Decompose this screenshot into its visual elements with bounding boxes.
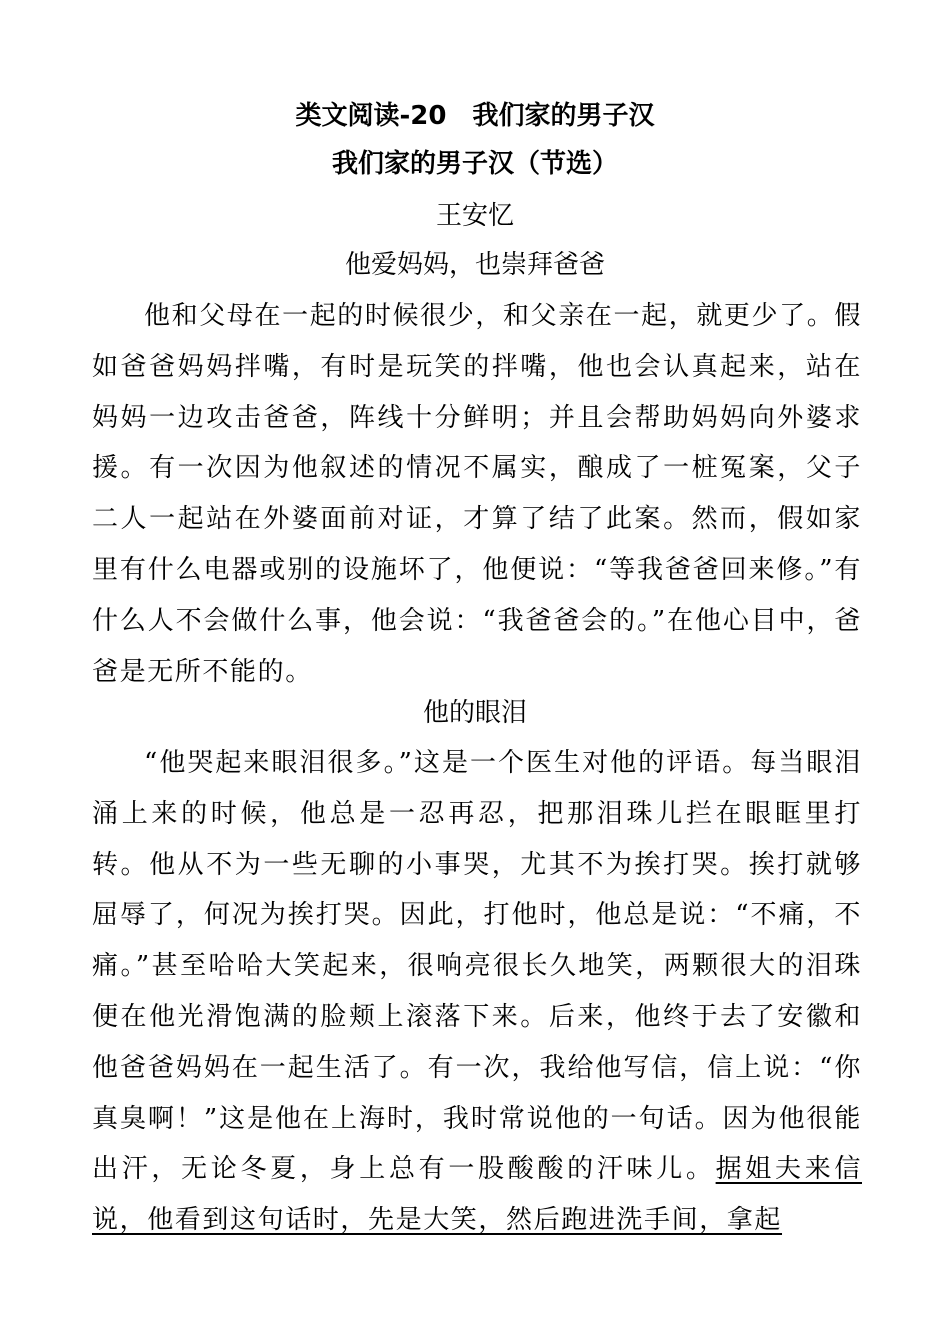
document-title: 类文阅读-20 我们家的男子汉 [295, 101, 655, 131]
author-name: 王安忆 [435, 201, 514, 231]
section-paragraph-2 [92, 738, 862, 1246]
paragraph-text: “他哭起来眼泪很多。”这是一个医生对他的评语。每当眼泪涌上来的时候，他总是一忍再忍，把那泪珠儿拦在眼眶里打转。他从不为一些无聊的小事哭，尤其不为挨打哭。挨打就够屈辱了，何况为挨打哭。因此，打他时，他总是说：“不痛，不痛。”甚至哈哈大笑起来，很响亮很长久地笑，两颗很大的泪珠便在他光滑饱满的脸颊上滚落下来。后来，他终于去了安徽和他爸爸妈妈在一起生活了。有一次，我给他写信，信上说：“你真臭啊！”这是他在上海时，我时常说他的一句话。因为他很能出汗，无论冬夏，身上总有一股酸酸的汗味儿。 [92, 748, 862, 1185]
section-heading-2: 他的眼泪 [422, 698, 527, 728]
article-title: 我们家的男子汉（节选） [331, 149, 618, 179]
section-heading-1: 他爱妈妈，也崇拜爸爸 [344, 250, 605, 280]
section-paragraph-1 [92, 291, 862, 697]
underlined-sentence: 据姐夫来信说，他看到这句话时，先是大笑，然后跑进洗手间，拿起 [92, 1154, 862, 1236]
paragraph-text: 他和父母在一起的时候很少，和父亲在一起，就更少了。假如爸爸妈妈拌嘴，有时是玩笑的拌嘴，他也会认真起来，站在妈妈一边攻击爸爸，阵线十分鲜明；并且会帮助妈妈向外婆求援。有一次因为他叙述的情况不属实，酿成了一桩冤案，父子二人一起站在外婆面前对证，才算了结了此案。然而，假如家里有什么电器或别的设施坏了，他便说：“等我爸爸回来修。”有什么人不会做什么事，他会说：“我爸爸会的。”在他心目中，爸爸是无所不能的。 [92, 301, 862, 687]
